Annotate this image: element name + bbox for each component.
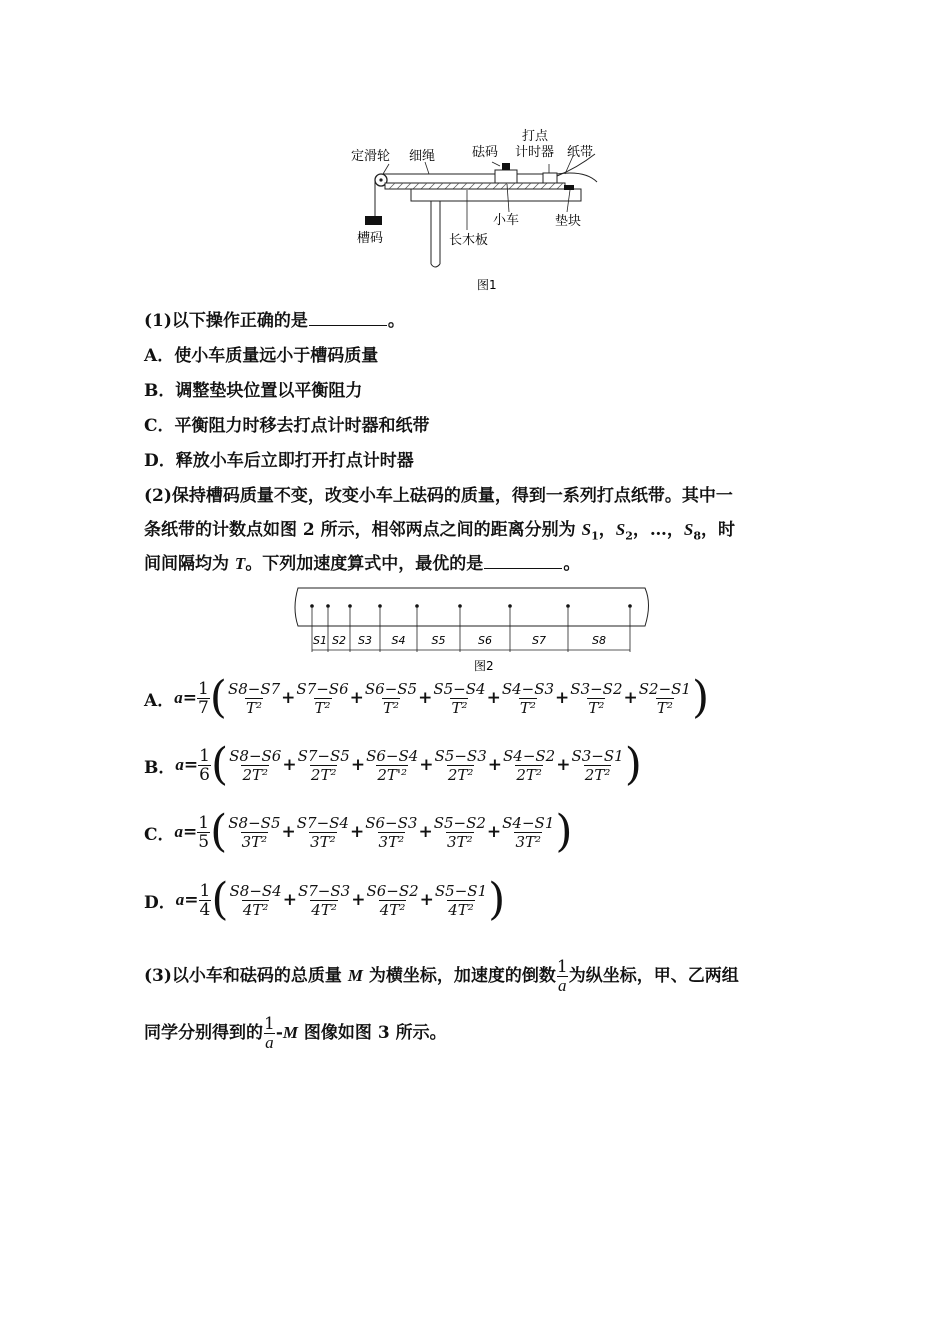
term-numerator: S5−S1 — [434, 881, 488, 900]
term-denominator: T² — [382, 698, 400, 717]
label-tape: 纸带 — [567, 145, 594, 160]
term-numerator: S4−S2 — [503, 746, 556, 765]
term-denominator: 4T² — [448, 900, 474, 919]
term-fraction — [570, 747, 624, 784]
answer-blank-1 — [309, 324, 387, 326]
q2-line-2: 条纸带的计数点如图 2 所示，相邻两点之间的距离分别为 $S_1$，$S_2$，…，$S_8$，时 — [144, 520, 735, 543]
formula-variable: a — [174, 688, 183, 707]
term-denominator: 2T² — [310, 765, 337, 784]
term-fraction — [229, 882, 283, 919]
right-paren: ) — [691, 672, 710, 723]
segment-label: S5 — [431, 634, 446, 647]
label-block: 垫块 — [555, 214, 582, 229]
term-denominator: 2T² — [447, 765, 474, 784]
left-paren: ( — [210, 806, 228, 857]
q1-option-a: A．使小车质量远小于槽码质量 — [144, 346, 379, 366]
term-denominator: 3T² — [515, 832, 542, 851]
term-denominator: 2T² — [516, 765, 542, 784]
term-denominator: 3T² — [310, 832, 336, 851]
figure-2-caption: 图2 — [474, 659, 494, 673]
formula-variable: a — [174, 822, 184, 841]
term-numerator: S3−S1 — [571, 746, 624, 765]
term-numerator: S5−S4 — [433, 679, 486, 698]
equals-sign: = — [183, 755, 199, 775]
coef-numerator: 1 — [199, 745, 210, 766]
label-board: 长木板 — [449, 233, 489, 248]
term-denominator: T² — [246, 698, 263, 717]
q1-option-d: D．释放小车后立即打开打点计时器 — [144, 451, 414, 471]
equals-sign: = — [182, 688, 197, 708]
term-fraction — [364, 680, 418, 717]
segment-label: S2 — [332, 634, 346, 647]
coefficient-fraction — [199, 882, 212, 919]
term-numerator: S7−S3 — [297, 881, 351, 900]
term-denominator: 2T² — [584, 765, 611, 784]
plus-sign: + — [418, 822, 433, 842]
formula-option-c — [144, 806, 573, 857]
term-denominator: 3T² — [447, 832, 473, 851]
term-fraction — [502, 747, 556, 784]
segment-label: S1 — [313, 634, 327, 647]
label-string: 细绳 — [409, 149, 436, 164]
term-numerator: S6−S3 — [365, 813, 418, 832]
coef-numerator: 1 — [197, 678, 209, 699]
right-paren: ) — [555, 806, 573, 857]
term-fraction — [297, 747, 351, 784]
label-hook: 槽码 — [357, 231, 384, 246]
long-board — [411, 189, 581, 201]
term-fraction — [296, 814, 350, 851]
term-numerator: S4−S3 — [501, 679, 555, 698]
coef-denominator: 4 — [199, 899, 211, 920]
option-label: D． — [144, 892, 176, 913]
plus-sign: + — [487, 755, 502, 775]
segment-label: S6 — [478, 634, 492, 647]
formula-option-a — [144, 672, 710, 723]
term-numerator: S6−S2 — [366, 881, 419, 900]
left-paren: ( — [210, 739, 229, 790]
term-fraction — [433, 814, 487, 851]
plus-sign: + — [419, 890, 434, 910]
term-fraction — [434, 882, 488, 919]
segment-label: S3 — [358, 634, 372, 647]
label-cart: 小车 — [493, 213, 520, 228]
term-fraction — [227, 814, 281, 851]
term-numerator: S3−S2 — [570, 679, 623, 698]
term-denominator: 2T'² — [377, 765, 408, 784]
term-numerator: S5−S2 — [433, 813, 486, 832]
plus-sign: + — [349, 822, 365, 842]
pad-block — [564, 185, 574, 190]
term-numerator: S8−S5 — [228, 813, 281, 832]
coef-denominator: 6 — [199, 764, 210, 785]
term-numerator: S6−S5 — [364, 679, 418, 698]
option-label: B． — [144, 757, 176, 778]
term-numerator: S4−S1 — [502, 813, 555, 832]
q3-line-2: 同学分别得到的 $\frac{1}{a}$ -M 图像如图 3 所示。 — [144, 1014, 447, 1052]
equals-sign: = — [184, 890, 199, 910]
term-denominator: 4T² — [242, 900, 269, 919]
term-numerator: S6−S4 — [366, 746, 419, 765]
left-paren: ( — [209, 672, 227, 723]
term-fraction — [501, 680, 555, 717]
coef-denominator: 5 — [198, 831, 210, 852]
plus-sign: + — [486, 822, 502, 842]
term-fraction — [227, 680, 281, 717]
label-weight: 砝码 — [472, 145, 499, 160]
term-fraction — [501, 814, 555, 851]
plus-sign: + — [281, 822, 296, 842]
plus-sign: + — [282, 890, 297, 910]
fraction-1-over-a: $\frac{1}{a}$ — [556, 957, 568, 995]
right-paren: ) — [488, 874, 506, 925]
term-fraction — [432, 680, 486, 717]
term-denominator: 2T² — [242, 765, 269, 784]
term-numerator: S7−S6 — [296, 679, 349, 698]
q3-line-1: (3)以小车和砝码的总质量 M 为横坐标，加速度的倒数 $\frac{1}{a}$ 为纵坐标，甲、乙两组 — [144, 957, 739, 995]
q1-option-b: B．调整垫块位置以平衡阻力 — [144, 381, 363, 401]
term-fraction — [569, 680, 623, 717]
term-denominator: 3T² — [378, 832, 405, 851]
plus-sign: + — [486, 688, 501, 708]
answer-blank-2 — [484, 567, 562, 569]
figure-1-caption: 图1 — [477, 278, 497, 292]
term-denominator: 4T² — [311, 900, 337, 919]
label-timer-2: 计时器 — [515, 145, 555, 160]
plus-sign: + — [418, 688, 433, 708]
plus-sign: + — [419, 755, 434, 775]
term-numerator: S7−S5 — [297, 746, 350, 765]
term-denominator: T² — [314, 698, 331, 717]
term-denominator: T² — [656, 698, 673, 717]
formula-option-d — [144, 874, 506, 925]
term-fraction — [365, 882, 419, 919]
q1-option-c: C．平衡阻力时移去打点计时器和纸带 — [144, 416, 430, 436]
plus-sign: + — [349, 688, 364, 708]
q2-line-3: 间间隔均为 T。下列加速度算式中，最优的是 。 — [144, 554, 581, 574]
coefficient-fraction — [197, 814, 210, 851]
cart — [495, 170, 517, 183]
term-denominator: 4T² — [379, 900, 406, 919]
plus-sign: + — [556, 755, 571, 775]
term-numerator: S8−S7 — [227, 679, 281, 698]
term-numerator: S8−S4 — [229, 881, 282, 900]
fraction-1-over-a-2: $\frac{1}{a}$ — [264, 1014, 275, 1052]
segment-label: S7 — [532, 634, 546, 647]
figure-2-tape — [290, 582, 660, 678]
formula-option-b — [144, 739, 642, 790]
term-fraction — [365, 747, 419, 784]
coefficient-fraction — [197, 680, 210, 717]
figure-1-apparatus — [345, 124, 610, 294]
formula-variable: a — [175, 755, 184, 774]
weight-block — [502, 163, 510, 170]
term-denominator: T² — [588, 698, 605, 717]
term-denominator: 3T² — [241, 832, 268, 851]
plus-sign: + — [351, 890, 366, 910]
label-timer-1: 打点 — [522, 129, 549, 144]
term-numerator: S5−S3 — [434, 746, 487, 765]
coef-numerator: 1 — [199, 880, 211, 901]
term-fraction — [295, 680, 349, 717]
plus-sign: + — [555, 688, 570, 708]
plus-sign: + — [282, 755, 297, 775]
term-fraction — [434, 747, 488, 784]
term-fraction — [364, 814, 418, 851]
term-fraction — [228, 747, 282, 784]
coef-denominator: 7 — [197, 697, 209, 718]
right-paren: ) — [624, 739, 642, 790]
segment-label: S4 — [391, 634, 406, 647]
term-numerator: S8−S6 — [229, 746, 282, 765]
equals-sign: = — [183, 822, 198, 842]
label-pulley: 定滑轮 — [351, 149, 391, 164]
term-denominator: T² — [451, 698, 468, 717]
left-paren: ( — [211, 874, 229, 925]
plus-sign: + — [350, 755, 366, 775]
term-numerator: S2−S1 — [638, 679, 691, 698]
timer — [543, 173, 557, 183]
term-denominator: T² — [519, 698, 536, 717]
q2-line-1: (2)保持槽码质量不变，改变小车上砝码的质量，得到一系列打点纸带。其中一 — [144, 486, 733, 506]
coefficient-fraction — [198, 747, 211, 784]
term-fraction — [638, 680, 692, 717]
term-numerator: S7−S4 — [296, 813, 349, 832]
option-label: C． — [144, 824, 175, 845]
option-label: A． — [144, 690, 175, 711]
formula-variable: a — [175, 890, 185, 909]
coef-numerator: 1 — [198, 812, 210, 833]
hook-weight — [365, 216, 382, 225]
plus-sign: + — [623, 688, 638, 708]
q1-stem: (1)以下操作正确的是 。 — [144, 311, 405, 331]
segment-label: S8 — [592, 634, 606, 647]
term-fraction — [297, 882, 351, 919]
plus-sign: + — [281, 688, 296, 708]
